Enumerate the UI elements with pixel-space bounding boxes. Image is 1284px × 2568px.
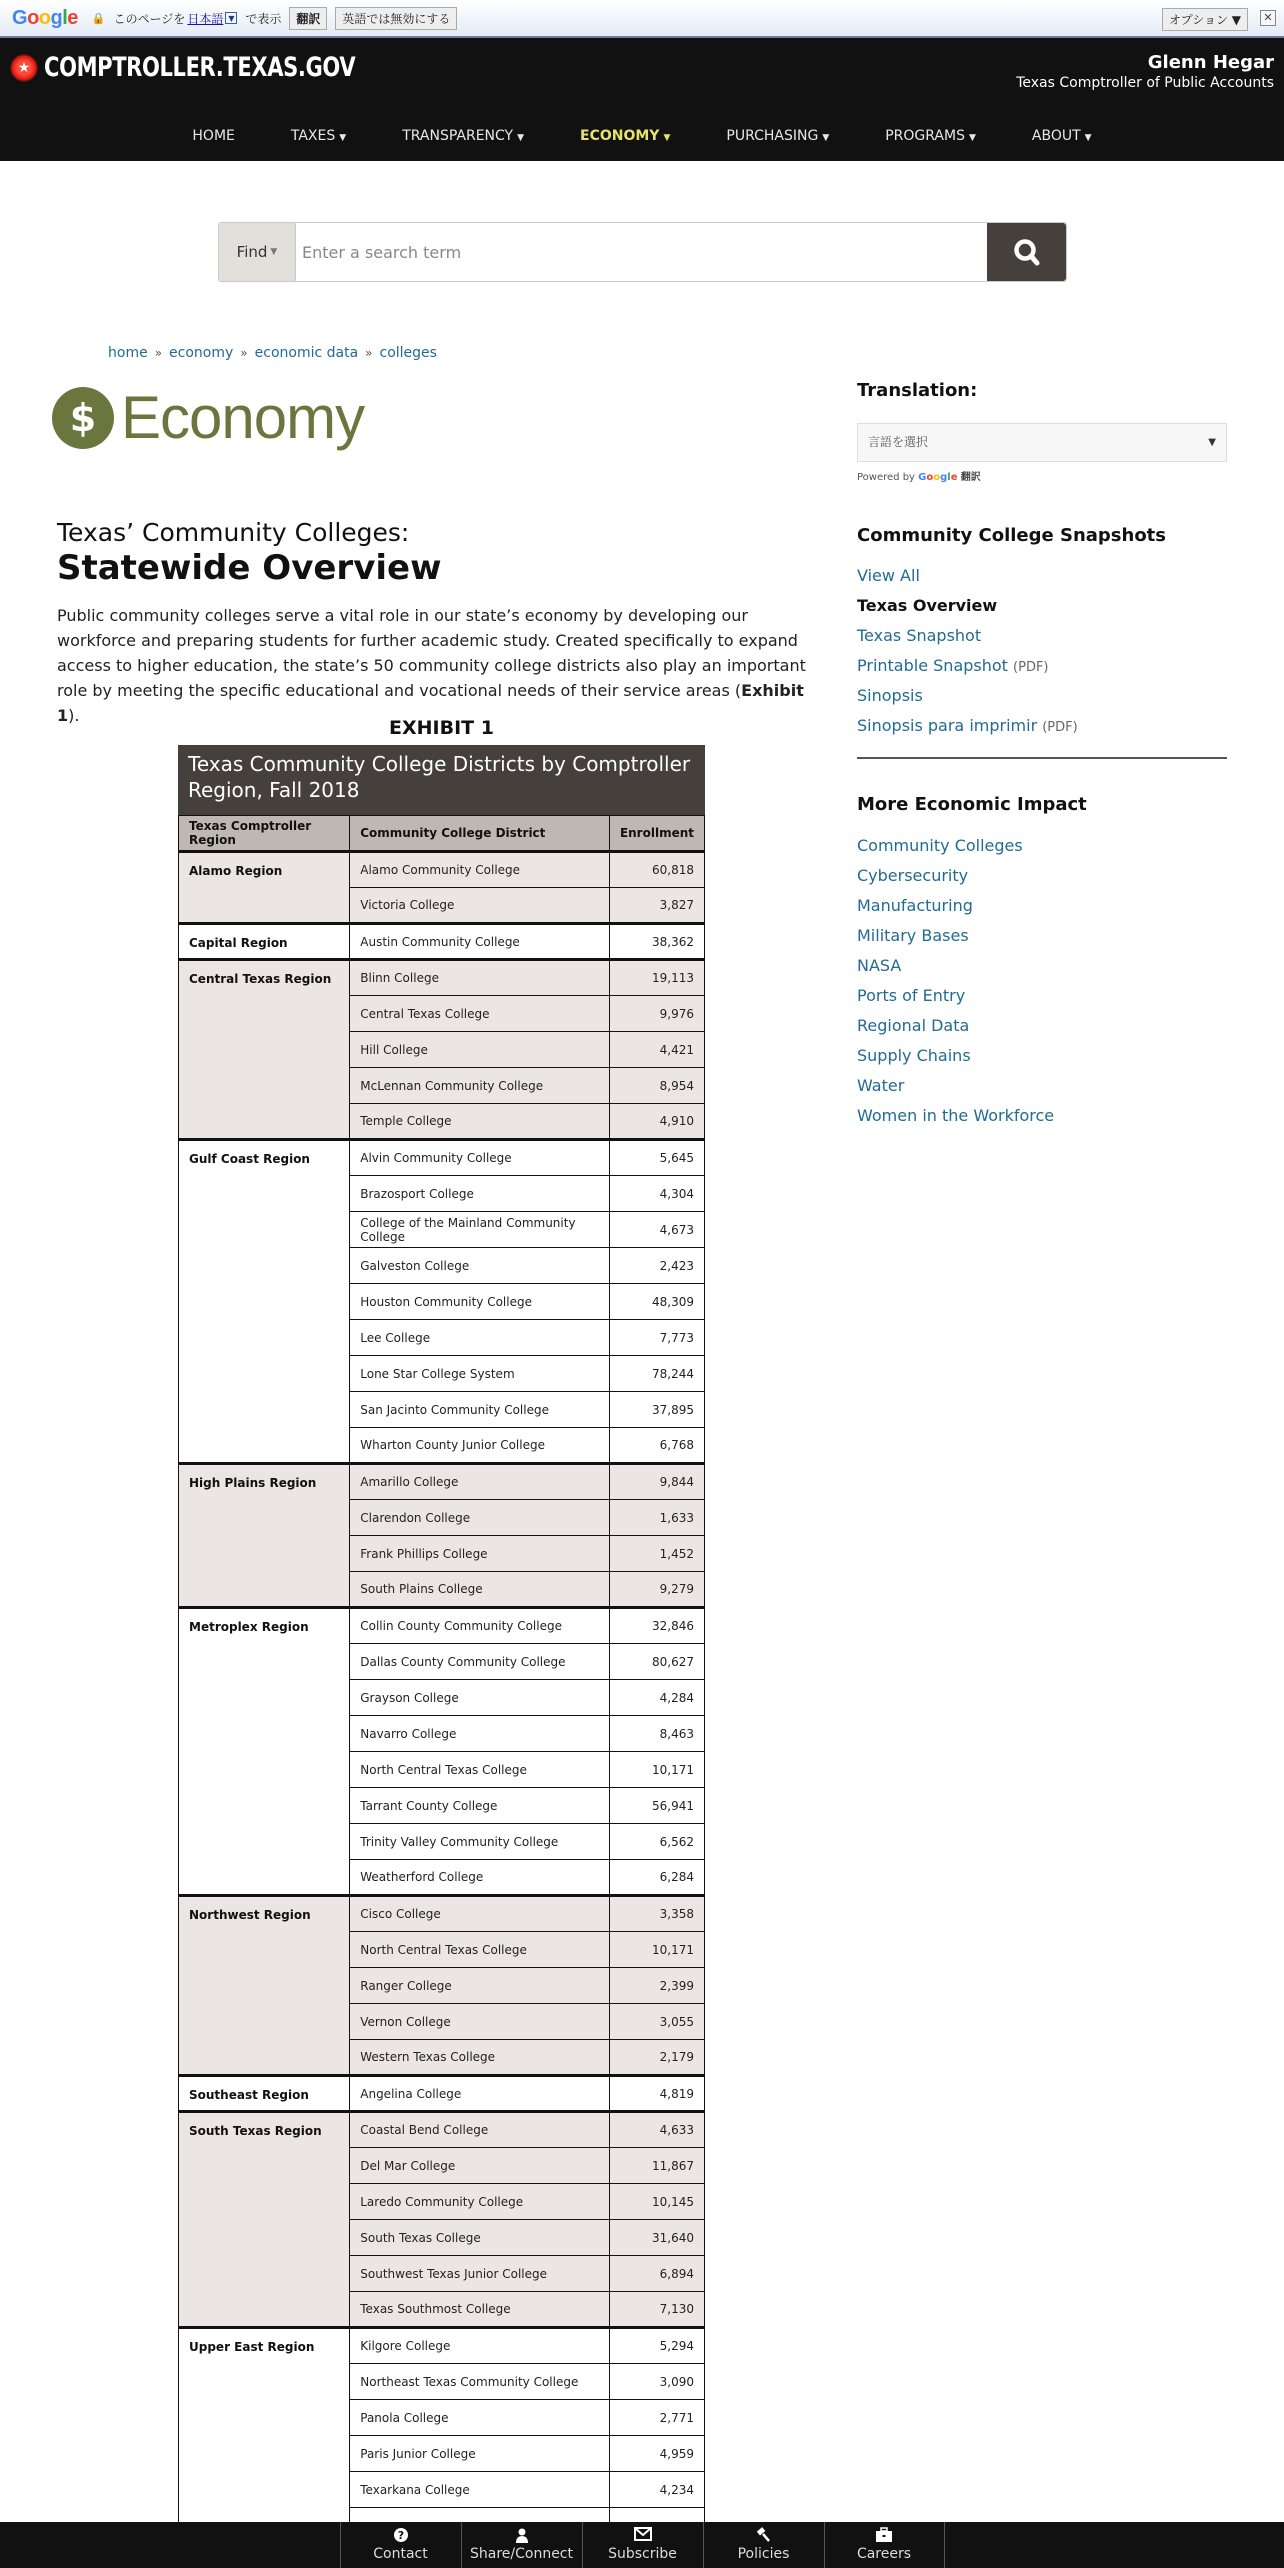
enrollment-cell: 2,179 <box>609 2040 704 2076</box>
nav-economy[interactable] <box>552 128 698 144</box>
district-cell: Coastal Bend College <box>350 2112 610 2148</box>
search-button[interactable] <box>987 223 1066 281</box>
breadcrumb-separator: » <box>154 346 163 360</box>
more-impact-heading: More Economic Impact <box>857 794 1087 815</box>
footer-label: Policies <box>737 2546 790 2562</box>
snapshot-link-sinopsis-imprimir[interactable] <box>857 711 1227 741</box>
breadcrumb <box>108 345 437 361</box>
district-cell: Galveston College <box>350 1248 610 1284</box>
enrollment-cell: 10,145 <box>609 2184 704 2220</box>
region-group <box>179 1608 705 1896</box>
page-title-line1: Texas’ Community Colleges: <box>57 518 410 547</box>
briefcase-icon <box>875 2527 893 2543</box>
page-title-line2: Statewide Overview <box>57 548 442 588</box>
question-circle-icon <box>393 2527 409 2543</box>
enrollment-cell: 4,819 <box>609 2076 704 2112</box>
column-header-district: Community College District <box>350 816 610 852</box>
enrollment-cell: 4,673 <box>609 1212 704 1248</box>
footer-policies[interactable] <box>703 2522 824 2568</box>
breadcrumb-colleges[interactable]: colleges <box>379 345 437 361</box>
district-cell: Del Mar College <box>350 2148 610 2184</box>
disable-translate-button[interactable]: 英語では無効にする <box>335 7 457 30</box>
enrollment-cell: 38,362 <box>609 924 704 960</box>
translation-heading: Translation: <box>857 380 978 401</box>
breadcrumb-separator: » <box>365 346 373 360</box>
gavel-icon <box>756 2527 772 2543</box>
enrollment-cell: 3,055 <box>609 2004 704 2040</box>
google-logo-small: Google <box>918 472 958 483</box>
district-cell: Cisco College <box>350 1896 610 1932</box>
district-cell: Blinn College <box>350 960 610 996</box>
lock-icon: 🔒 <box>91 11 106 25</box>
column-header-region: Texas Comptroller Region <box>179 816 350 852</box>
table-row <box>179 852 705 888</box>
translate-button[interactable]: 翻訳 <box>289 7 327 30</box>
site-name: COMPTROLLER.TEXAS.GOV <box>44 52 356 83</box>
enrollment-cell: 3,090 <box>609 2364 704 2400</box>
nav-label: ECONOMY <box>580 128 660 144</box>
close-icon[interactable]: ✕ <box>1260 10 1276 26</box>
enrollment-cell: 2,771 <box>609 2400 704 2436</box>
section-title-text: Economy <box>121 384 365 451</box>
footer-contact[interactable] <box>340 2522 461 2568</box>
region-group <box>179 924 705 960</box>
table <box>178 815 705 2544</box>
district-cell: Alvin Community College <box>350 1140 610 1176</box>
translate-suffix: で表示 <box>245 11 282 26</box>
enrollment-cell: 4,234 <box>609 2472 704 2508</box>
options-button[interactable]: オプション ▼ <box>1162 8 1248 31</box>
enrollment-cell: 19,113 <box>609 960 704 996</box>
region-cell: Capital Region <box>179 924 350 960</box>
enrollment-cell: 7,130 <box>609 2292 704 2328</box>
enrollment-cell: 4,910 <box>609 1104 704 1140</box>
table-row <box>179 1896 705 1932</box>
enrollment-cell: 60,818 <box>609 852 704 888</box>
impact-link[interactable]: Women in the Workforce <box>857 1106 1055 1125</box>
region-group <box>179 2076 705 2112</box>
enrollment-cell: 6,284 <box>609 1860 704 1896</box>
region-cell: South Texas Region <box>179 2112 350 2328</box>
table-row <box>179 924 705 960</box>
nav-label: HOME <box>192 128 235 144</box>
district-cell: Northeast Texas Community College <box>350 2364 610 2400</box>
enrollment-cell: 56,941 <box>609 1788 704 1824</box>
footer-share-connect[interactable] <box>461 2522 582 2568</box>
district-cell: Texas Southmost College <box>350 2292 610 2328</box>
district-cell: Collin County Community College <box>350 1608 610 1644</box>
region-cell: Metroplex Region <box>179 1608 350 1896</box>
enrollment-cell: 2,423 <box>609 1248 704 1284</box>
caret-down-icon: ▼ <box>270 247 278 257</box>
impact-link[interactable]: Cybersecurity <box>857 866 969 885</box>
google-translate-bar <box>0 0 1284 38</box>
enrollment-cell: 32,846 <box>609 1608 704 1644</box>
footer-label: Careers <box>856 2546 912 2562</box>
more-impact-section <box>857 794 1227 815</box>
district-cell: Brazosport College <box>350 1176 610 1212</box>
nav-label: TRANSPARENCY <box>402 128 514 144</box>
language-dropdown-icon[interactable]: ▼ <box>225 12 237 24</box>
district-cell: Temple College <box>350 1104 610 1140</box>
link-label: Printable Snapshot <box>857 656 1008 675</box>
star-icon: ★ <box>10 54 38 82</box>
district-cell: Vernon College <box>350 2004 610 2040</box>
breadcrumb-separator: » <box>240 346 248 360</box>
district-cell: Alamo Community College <box>350 852 610 888</box>
impact-link[interactable]: Water <box>857 1076 905 1095</box>
footer-label: Share/Connect <box>469 2546 573 2562</box>
impact-link[interactable]: Regional Data <box>857 1016 970 1035</box>
enrollment-cell: 5,294 <box>609 2328 704 2364</box>
snapshot-link-texas-overview[interactable] <box>857 591 1227 621</box>
district-cell: Amarillo College <box>350 1464 610 1500</box>
district-cell: Clarendon College <box>350 1500 610 1536</box>
district-cell: Ranger College <box>350 1968 610 2004</box>
nav-label: TAXES <box>290 128 336 144</box>
official-name: Glenn Hegar <box>1147 52 1274 73</box>
enrollment-cell: 4,421 <box>609 1032 704 1068</box>
footer-label: Contact <box>373 2546 428 2562</box>
footer-careers[interactable] <box>824 2522 945 2568</box>
enrollment-cell: 6,562 <box>609 1824 704 1860</box>
district-cell: Weatherford College <box>350 1860 610 1896</box>
search-icon <box>1012 237 1042 267</box>
enrollment-cell: 4,304 <box>609 1176 704 1212</box>
table-row <box>179 1464 705 1500</box>
district-cell: Grayson College <box>350 1680 610 1716</box>
region-cell: High Plains Region <box>179 1464 350 1608</box>
region-group <box>179 852 705 924</box>
region-group <box>179 2112 705 2328</box>
caret-down-icon: ▼ <box>1084 133 1092 143</box>
footer-subscribe[interactable] <box>582 2522 703 2568</box>
official-title: Texas Comptroller of Public Accounts <box>1016 75 1274 91</box>
region-cell: Gulf Coast Region <box>179 1140 350 1464</box>
search-bar <box>218 222 1067 282</box>
enrollment-cell: 2,399 <box>609 1968 704 2004</box>
enrollment-cell: 4,959 <box>609 2436 704 2472</box>
district-cell: College of the Mainland Community College <box>350 1212 610 1248</box>
caret-down-icon: ▼ <box>968 133 976 143</box>
intro-paragraph <box>57 603 827 728</box>
caret-down-icon: ▼ <box>517 133 525 143</box>
nav-label: PROGRAMS <box>885 128 965 144</box>
nav-label: PURCHASING <box>726 128 819 144</box>
snapshot-link-sinopsis[interactable] <box>857 681 1227 711</box>
district-cell: Tarrant County College <box>350 1788 610 1824</box>
snapshots-section <box>857 525 1227 546</box>
envelope-icon <box>634 2527 652 2541</box>
region-group <box>179 2328 705 2544</box>
enrollment-cell: 6,768 <box>609 1428 704 1464</box>
translate-link[interactable]: 翻訳 <box>960 472 981 483</box>
snapshot-link-view-all[interactable] <box>857 561 1227 591</box>
language-link[interactable]: 日本語 <box>187 11 224 26</box>
region-cell: Southeast Region <box>179 2076 350 2112</box>
pdf-label: (PDF) <box>1013 660 1049 675</box>
district-cell: Trinity Valley Community College <box>350 1824 610 1860</box>
table-header-row <box>179 816 705 852</box>
enrollment-cell: 8,954 <box>609 1068 704 1104</box>
enrollment-cell: 9,844 <box>609 1464 704 1500</box>
district-cell: North Central Texas College <box>350 1932 610 1968</box>
official-block <box>1016 52 1274 91</box>
main-nav <box>0 128 1284 144</box>
table-row <box>179 2076 705 2112</box>
snapshots-heading: Community College Snapshots <box>857 525 1166 546</box>
enrollment-cell: 9,279 <box>609 1572 704 1608</box>
pdf-label: (PDF) <box>1042 720 1078 735</box>
language-select[interactable] <box>857 423 1227 462</box>
caret-down-icon: ▼ <box>822 133 830 143</box>
google-logo: Google <box>12 6 78 29</box>
district-cell: San Jacinto Community College <box>350 1392 610 1428</box>
column-header-enrollment: Enrollment <box>609 816 704 852</box>
district-cell: Austin Community College <box>350 924 610 960</box>
district-cell: Paris Junior College <box>350 2436 610 2472</box>
site-logo[interactable] <box>10 52 443 83</box>
nav-taxes[interactable] <box>263 128 374 144</box>
district-cell: Frank Phillips College <box>350 1536 610 1572</box>
district-cell: McLennan Community College <box>350 1068 610 1104</box>
caret-down-icon: ▼ <box>663 133 671 143</box>
site-header <box>0 38 1284 161</box>
region-group <box>179 1896 705 2076</box>
region-cell: Northwest Region <box>179 1896 350 2076</box>
district-cell: South Texas College <box>350 2220 610 2256</box>
district-cell: Lee College <box>350 1320 610 1356</box>
intro-end: ). <box>68 706 80 725</box>
snapshot-link-printable[interactable] <box>857 651 1227 681</box>
sidebar-divider <box>857 757 1227 759</box>
enrollment-cell: 37,895 <box>609 1392 704 1428</box>
enrollment-cell: 5,645 <box>609 1140 704 1176</box>
district-cell: Victoria College <box>350 888 610 924</box>
nav-programs[interactable] <box>857 128 1004 144</box>
nav-purchasing[interactable] <box>698 128 857 144</box>
dollar-icon: $ <box>52 387 114 449</box>
district-cell: Western Texas College <box>350 2040 610 2076</box>
impact-link[interactable]: NASA <box>857 956 902 975</box>
district-cell: South Plains College <box>350 1572 610 1608</box>
intro-text: Public community colleges serve a vital role in our state’s economy by developing our workforce and preparing students for further academic study. Created specifically to expand access to higher education, the state’s 50 community college districts also play an important role by meeting the specific educational and vocational needs of their service areas ( <box>57 606 806 700</box>
impact-link[interactable]: Manufacturing <box>857 896 973 915</box>
nav-about[interactable] <box>1004 128 1120 144</box>
link-label: Texas Overview <box>857 596 998 615</box>
region-cell: Upper East Region <box>179 2328 350 2544</box>
enrollment-cell: 4,633 <box>609 2112 704 2148</box>
enrollment-cell: 7,773 <box>609 1320 704 1356</box>
breadcrumb-economic-data[interactable]: economic data <box>254 345 359 361</box>
district-cell: Southwest Texas Junior College <box>350 2256 610 2292</box>
district-cell: Panola College <box>350 2400 610 2436</box>
footer-label: Subscribe <box>608 2546 677 2562</box>
enrollment-cell: 1,452 <box>609 1536 704 1572</box>
powered-by-text: Powered by <box>857 472 915 483</box>
district-cell: Dallas County Community College <box>350 1644 610 1680</box>
district-cell: Navarro College <box>350 1716 610 1752</box>
enrollment-cell: 48,309 <box>609 1284 704 1320</box>
snapshots-list <box>857 561 1227 741</box>
language-select-value: 言語を選択 <box>868 435 929 449</box>
exhibit-label: EXHIBIT 1 <box>389 717 494 739</box>
user-icon <box>514 2527 530 2543</box>
table-row <box>179 1608 705 1644</box>
nav-label: ABOUT <box>1031 128 1081 144</box>
enrollment-cell: 4,284 <box>609 1680 704 1716</box>
section-title <box>52 383 364 452</box>
link-label: View All <box>857 566 920 585</box>
enrollment-cell: 31,640 <box>609 2220 704 2256</box>
enrollment-cell: 6,894 <box>609 2256 704 2292</box>
district-cell: Lone Star College System <box>350 1356 610 1392</box>
district-cell: North Central Texas College <box>350 1752 610 1788</box>
region-group <box>179 960 705 1140</box>
district-cell: Angelina College <box>350 2076 610 2112</box>
district-cell: Houston Community College <box>350 1284 610 1320</box>
nav-home[interactable] <box>164 128 262 144</box>
region-group <box>179 1140 705 1464</box>
enrollment-cell: 3,358 <box>609 1896 704 1932</box>
impact-link[interactable]: Supply Chains <box>857 1046 971 1065</box>
svg-text:?: ? <box>397 2529 404 2542</box>
enrollment-cell: 8,463 <box>609 1716 704 1752</box>
enrollment-table <box>178 745 705 2544</box>
enrollment-cell: 3,827 <box>609 888 704 924</box>
enrollment-cell: 80,627 <box>609 1644 704 1680</box>
region-group <box>179 1464 705 1608</box>
impact-link[interactable]: Community Colleges <box>857 836 1023 855</box>
enrollment-cell: 9,976 <box>609 996 704 1032</box>
district-cell: Texarkana College <box>350 2472 610 2508</box>
table-caption: Texas Community College Districts by Comptroller Region, Fall 2018 <box>178 745 705 815</box>
nav-transparency[interactable] <box>374 128 552 144</box>
breadcrumb-economy[interactable]: economy <box>169 345 234 361</box>
region-cell: Central Texas Region <box>179 960 350 1140</box>
district-cell: Kilgore College <box>350 2328 610 2364</box>
table-row <box>179 2328 705 2364</box>
find-dropdown[interactable] <box>219 223 296 281</box>
table-row <box>179 1140 705 1176</box>
enrollment-cell: 11,867 <box>609 2148 704 2184</box>
impact-link[interactable]: Ports of Entry <box>857 986 966 1005</box>
link-label: Sinopsis para imprimir <box>857 716 1038 735</box>
enrollment-cell: 1,633 <box>609 1500 704 1536</box>
breadcrumb-home[interactable]: home <box>108 345 148 361</box>
enrollment-cell: 78,244 <box>609 1356 704 1392</box>
translate-prefix: このページを <box>113 11 186 26</box>
caret-down-icon: ▼ <box>339 133 347 143</box>
region-cell: Alamo Region <box>179 852 350 924</box>
exhibit-reference: Exhibit 1 <box>57 681 804 725</box>
link-label: Texas Snapshot <box>857 626 982 645</box>
caret-down-icon: ▼ <box>1208 437 1216 448</box>
enrollment-cell: 10,171 <box>609 1752 704 1788</box>
enrollment-cell: 10,171 <box>609 1932 704 1968</box>
search-input[interactable] <box>296 223 987 281</box>
snapshot-link-texas-snapshot[interactable] <box>857 621 1227 651</box>
district-cell: Central Texas College <box>350 996 610 1032</box>
footer-bar <box>0 2522 1284 2568</box>
link-label: Sinopsis <box>857 686 923 705</box>
district-cell: Hill College <box>350 1032 610 1068</box>
powered-by <box>857 468 981 483</box>
impact-link[interactable]: Military Bases <box>857 926 969 945</box>
table-row <box>179 960 705 996</box>
more-impact-list <box>857 831 1227 1131</box>
district-cell: Wharton County Junior College <box>350 1428 610 1464</box>
find-label: Find <box>236 243 268 261</box>
table-row <box>179 2112 705 2148</box>
district-cell: Laredo Community College <box>350 2184 610 2220</box>
